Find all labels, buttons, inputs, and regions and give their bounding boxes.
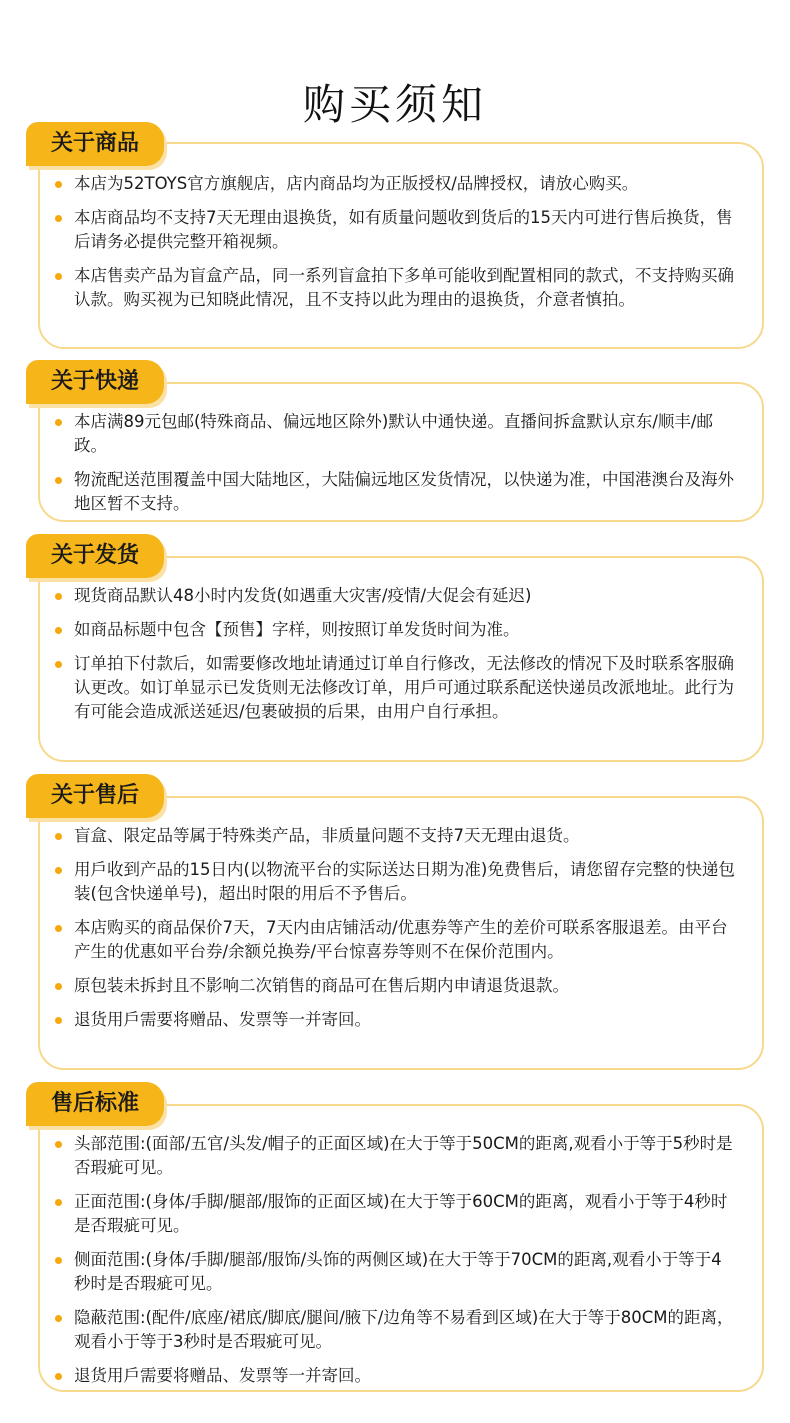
list-item: 用戶收到产品的15日内(以物流平台的实际送达日期为准)免费售后，请您留存完整的快递包装(包含快递单号)，超出时限的用后不予售后。 [74, 858, 738, 906]
bullet-dot-icon [55, 215, 62, 222]
section-tab [26, 774, 164, 818]
list-item: 退货用戶需要将赠品、发票等一并寄回。 [74, 1008, 738, 1032]
section-heading: 售后标准 [50, 1091, 139, 1116]
section-heading: 关于售后 [50, 783, 139, 808]
item-list [74, 824, 738, 1042]
bullet-dot-icon [55, 1141, 62, 1148]
list-item: 本店售卖产品为盲盒产品，同一系列盲盒拍下多单可能收到配置相同的款式，不支持购买确认款。购买视为已知晓此情况，且不支持以此为理由的退换货，介意者慎拍。 [74, 264, 738, 312]
section-heading: 关于发货 [50, 543, 139, 568]
bullet-dot-icon [55, 1315, 62, 1322]
list-item: 本店购买的商品保价7天，7天内由店铺活动/优惠券等产生的差价可联系客服退差。由平台产生的优惠如平台券/余额兑换券/平台惊喜券等则不在保价范围内。 [74, 916, 738, 964]
list-item: 原包装未拆封且不影响二次销售的商品可在售后期内申请退货退款。 [74, 974, 738, 998]
list-item: 本店满89元包邮(特殊商品、偏远地区除外)默认中通快递。直播间拆盒默认京东/顺丰/邮政。 [74, 410, 738, 458]
list-item: 正面范围:(身体/手脚/腿部/服饰的正面区域)在大于等于60CM的距离，观看小于等于4秒时是否瑕疵可见。 [74, 1190, 738, 1238]
section-shipping [26, 360, 764, 522]
list-item: 盲盒、限定品等属于特殊类产品，非质量问题不支持7天无理由退货。 [74, 824, 738, 848]
bullet-dot-icon [55, 1373, 62, 1380]
bullet-dot-icon [55, 627, 62, 634]
section-heading: 关于快递 [50, 369, 139, 394]
list-item: 订单拍下付款后，如需要修改地址请通过订单自行修改，无法修改的情况下及时联系客服确认更改。如订单显示已发货则无法修改订单，用戶可通过联系配送快递员改派地址。此行为有可能会造成派送延迟/包裹破损的后果，由用户自行承担。 [74, 652, 738, 724]
bullet-dot-icon [55, 925, 62, 932]
section-tab [26, 534, 164, 578]
bullet-dot-icon [55, 1257, 62, 1264]
section-product [26, 122, 764, 349]
list-item: 头部范围:(面部/五官/头发/帽子的正面区域)在大于等于50CM的距离,观看小于等于5秒时是否瑕疵可见。 [74, 1132, 738, 1180]
bullet-dot-icon [55, 181, 62, 188]
list-item: 隐蔽范围:(配件/底座/裙底/脚底/腿间/腋下/边角等不易看到区域)在大于等于80CM的距离，观看小于等于3秒时是否瑕疵可见。 [74, 1306, 738, 1354]
bullet-dot-icon [55, 273, 62, 280]
section-after-sales-standards [26, 1082, 764, 1392]
section-tab [26, 122, 164, 166]
list-item: 退货用戶需要将赠品、发票等一并寄回。 [74, 1364, 738, 1388]
section-after-sales [26, 774, 764, 1070]
bullet-dot-icon [55, 833, 62, 840]
list-item: 本店为52TOYS官方旗舰店，店内商品均为正版授权/品牌授权，请放心购买。 [74, 172, 738, 196]
page-title: 购买须知 [302, 80, 487, 130]
bullet-dot-icon [55, 661, 62, 668]
bullet-dot-icon [55, 593, 62, 600]
bullet-dot-icon [55, 983, 62, 990]
section-heading: 关于商品 [50, 131, 139, 156]
item-list [74, 584, 738, 734]
section-tab [26, 360, 164, 404]
bullet-dot-icon [55, 477, 62, 484]
item-list [74, 410, 738, 526]
section-tab [26, 1082, 164, 1126]
list-item: 侧面范围:(身体/手脚/腿部/服饰/头饰的两侧区域)在大于等于70CM的距离,观看小于等于4秒时是否瑕疵可见。 [74, 1248, 738, 1296]
bullet-dot-icon [55, 419, 62, 426]
list-item: 本店商品均不支持7天无理由退换货，如有质量问题收到货后的15天内可进行售后换货，售后请务必提供完整开箱视频。 [74, 206, 738, 254]
list-item: 如商品标题中包含【预售】字样，则按照订单发货时间为准。 [74, 618, 738, 642]
list-item: 现货商品默认48小时内发货(如遇重大灾害/疫情/大促会有延迟) [74, 584, 738, 608]
bullet-dot-icon [55, 867, 62, 874]
item-list [74, 172, 738, 322]
section-dispatch [26, 534, 764, 762]
item-list [74, 1132, 738, 1398]
list-item: 物流配送范围覆盖中国大陆地区，大陆偏远地区发货情况，以快递为准，中国港澳台及海外地区暂不支持。 [74, 468, 738, 516]
bullet-dot-icon [55, 1199, 62, 1206]
bullet-dot-icon [55, 1017, 62, 1024]
